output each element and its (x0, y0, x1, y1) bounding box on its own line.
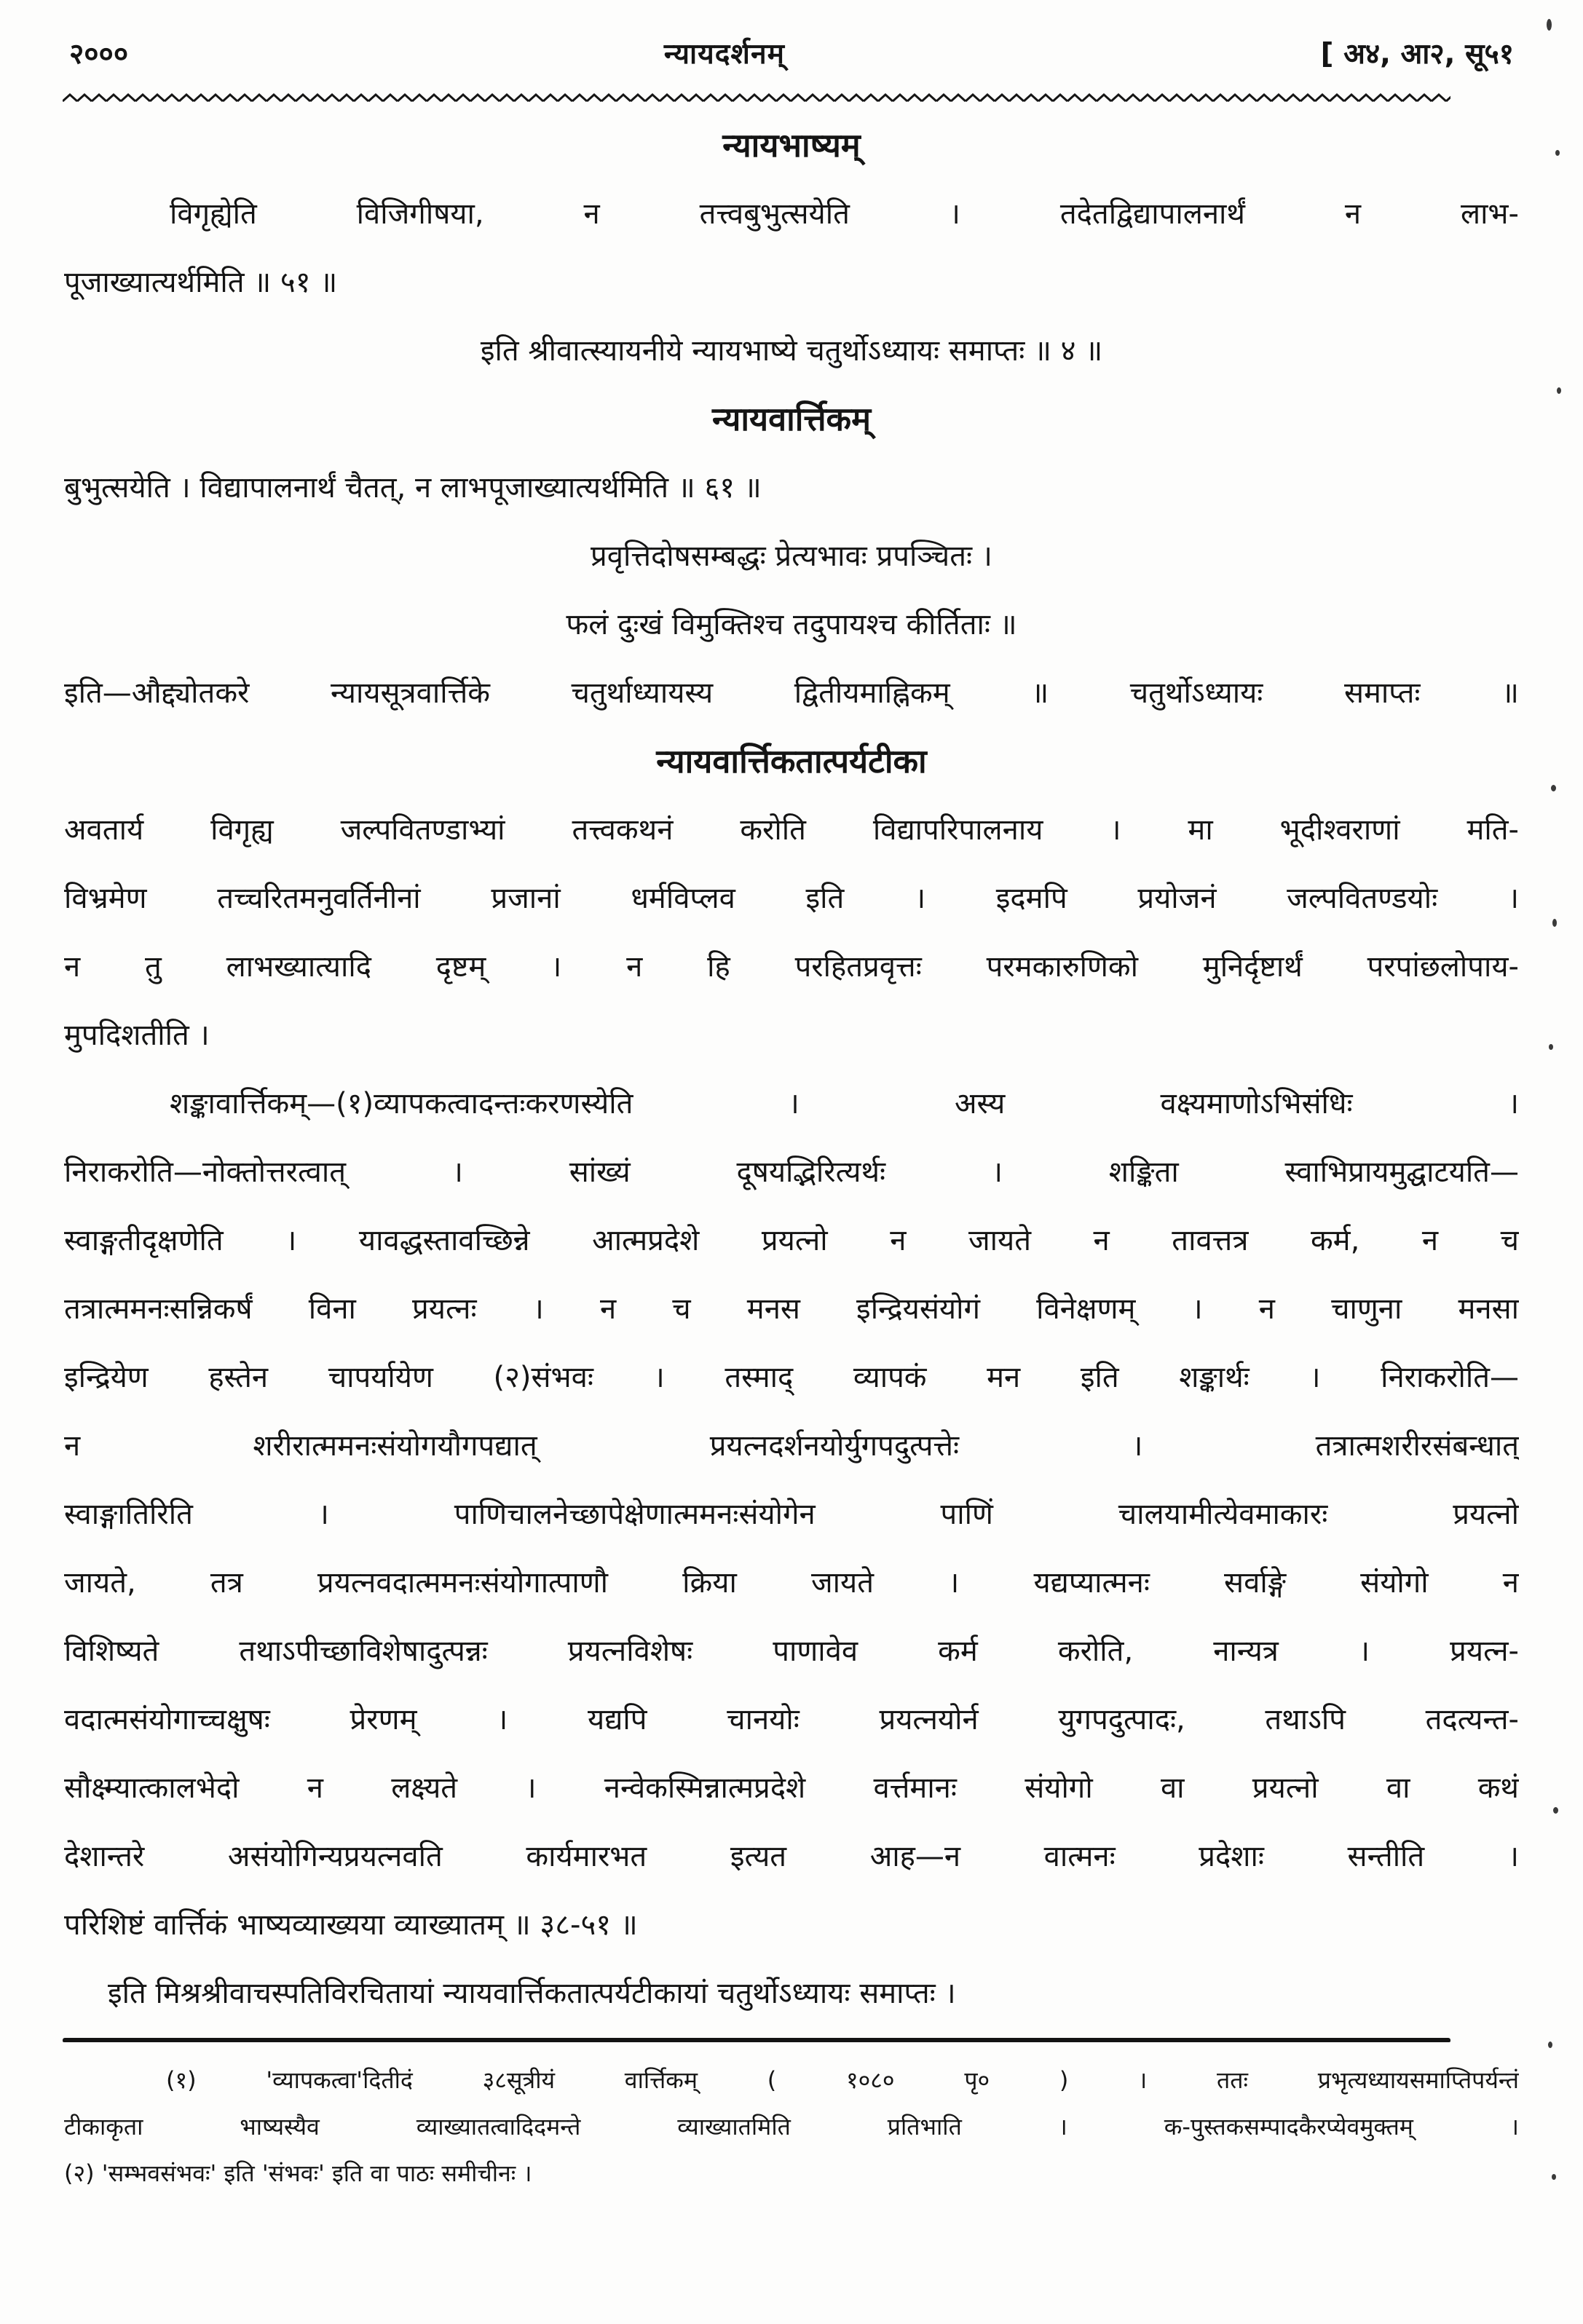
text-line: देशान्तरे असंयोगिन्यप्रयत्नवति कार्यमारभत इत्यत आह—न वात्मनः प्रदेशाः सन्तीति । (64, 1840, 1519, 1873)
text-line: न्यायभाष्यम् (722, 126, 861, 165)
text-line: फलं दुःखं विमुक्तिश्च तदुपायश्च कीर्तिताः ॥ (566, 608, 1017, 641)
text-line: न्यायवार्त्तिकम् (711, 400, 872, 438)
text-line: स्वाङ्गतीदृक्षणेति । यावद्धस्तावच्छिन्ने आत्मप्रदेशे प्रयत्नो न जायते न तावत्तत्र कर्म, न च (64, 1224, 1519, 1257)
running-title: न्यायदर्शनम् (663, 38, 785, 71)
scan-artifact (1555, 150, 1560, 156)
footnotes (0, 2042, 1583, 2197)
text-line: न तु लाभख्यात्यादि दृष्टम् । न हि परहितप्रवृत्तः परमकारुणिको मुनिर्दृष्टार्थं परपांछलोपाय- (64, 950, 1519, 984)
scan-artifact (1547, 19, 1552, 31)
footnote-line: टीकाकृता भाष्यस्यैव व्याख्यातत्वादिदमन्ते व्याख्यातमिति प्रतिभाति । क-पुस्तकसम्पादकैरप्येवमुक्तम् । (64, 2113, 1519, 2141)
text-line: इन्द्रियेण हस्तेन चापर्यायेण (२)संभवः । तस्माद् व्यापकं मन इति शङ्कार्थः । निराकरोति— (64, 1361, 1519, 1394)
text-line: न्यायवार्त्तिकतात्पर्यटीका (656, 742, 927, 780)
text-line: जायते, तत्र प्रयत्नवदात्ममनःसंयोगात्पाणौ क्रिया जायते । यद्यप्यात्मनः सर्वाङ्गे संयोगो न (64, 1566, 1519, 1600)
scan-artifact (1552, 2174, 1556, 2180)
text-line: मुपदिशतीति । (64, 1019, 210, 1052)
scan-artifact (1557, 387, 1561, 394)
text-line: न शरीरात्ममनःसंयोगयौगपद्यात् प्रयत्नदर्शनयोर्युगपदुत्पत्तेः । तत्रात्मशरीरसंबन्धात् (64, 1429, 1519, 1463)
text-line: इति मिश्रश्रीवाचस्पतिविरचितायां न्यायवार्त्तिकतात्पर्यटीकायां चतुर्थोऽध्यायः समाप्तः । (108, 1977, 956, 2010)
scan-artifact (1552, 919, 1557, 927)
text-line: शङ्कावार्त्तिकम्—(१)व्यापकत्वादन्तःकरणस्येति । अस्य वक्ष्यमाणोऽभिसंधिः । (170, 1087, 1519, 1120)
text-line: निराकरोति—नोक्तोत्तरत्वात् । सांख्यं दूषयद्भिरित्यर्थः । शङ्किता स्वाभिप्रायमुद्घाटयति— (64, 1155, 1519, 1189)
text-line: अवतार्य विगृह्य जल्पवितण्डाभ्यां तत्त्वकथनं करोति विद्यापरिपालनाय । मा भूदीश्वराणां मति- (64, 813, 1519, 847)
body-text (0, 107, 1583, 2028)
text-line: पूजाख्यात्यर्थमिति ॥ ५१ ॥ (64, 266, 338, 299)
text-line: वदात्मसंयोगाच्चक्षुषः प्रेरणम् । यद्यपि चानयोः प्रयत्नयोर्न युगपदुत्पादः, तथाऽपि तदत्यन्त- (64, 1703, 1519, 1736)
text-line: तत्रात्ममनःसन्निकर्षं विना प्रयत्नः । न च मनस इन्द्रियसंयोगं विनेक्षणम् । न चाणुना मनसा (64, 1292, 1519, 1326)
scan-artifact (1549, 1044, 1553, 1050)
text-line: बुभुत्सयेति । विद्यापालनार्थं चैतत्, न लाभपूजाख्यात्यर्थमिति ॥ ६१ ॥ (64, 471, 762, 505)
footnote-line: (१) 'व्यापकत्वा'दितीदं ३८सूत्रीयं वार्त्तिकम् ( १०८० पृ० ) । ततः प्रभृत्यध्यायसमाप्तिपर्यन्तं (166, 2066, 1519, 2094)
zigzag-divider (63, 91, 1583, 107)
page-number: २००० (69, 38, 129, 71)
text-line: प्रवृत्तिदोषसम्बद्धः प्रेत्यभावः प्रपञ्चितः । (591, 540, 992, 573)
text-line: सौक्ष्म्यात्कालभेदो न लक्ष्यते । नन्वेकस्मिन्नात्मप्रदेशे वर्त्तमानः संयोगो वा प्रयत्नो वा कथं (64, 1771, 1519, 1805)
text-line: इति—औद्द्योतकरे न्यायसूत्रवार्त्तिके चतुर्थाध्यायस्य द्वितीयमाह्निकम् ॥ चतुर्थोऽध्यायः समाप्तः ॥ (64, 676, 1519, 710)
text-line: विशिष्यते तथाऽपीच्छाविशेषादुत्पन्नः प्रयत्नविशेषः पाणावेव कर्म करोति, नान्यत्र । प्रयत्न- (64, 1635, 1519, 1668)
page-header (0, 0, 1583, 72)
scan-artifact (1548, 2042, 1552, 2048)
chapter-sutra-ref: [ अ४, आ२, सू५१ (1320, 38, 1514, 71)
scan-artifact (1553, 1807, 1558, 1814)
text-line: विभ्रमेण तच्चरितमनुवर्तिनीनां प्रजानां धर्मविप्लव इति । इदमपि प्रयोजनं जल्पवितण्डयोः । (64, 882, 1519, 915)
footnote-line: (२) 'सम्भवसंभवः' इति 'संभवः' इति वा पाठः समीचीनः । (64, 2159, 532, 2187)
scan-artifact (1551, 785, 1556, 791)
text-line: इति श्रीवात्स्यायनीये न्यायभाष्ये चतुर्थोऽध्यायः समाप्तः ॥ ४ ॥ (480, 334, 1103, 368)
text-line: स्वाङ्गातिरिति । पाणिचालनेच्छापेक्षेणात्ममनःसंयोगेन पाणिं चालयामीत्येवमाकारः प्रयत्नो (64, 1498, 1519, 1531)
text-line: विगृह्येति विजिगीषया, न तत्त्वबुभुत्सयेति । तदेतद्विद्यापालनार्थं न लाभ- (170, 197, 1519, 231)
zigzag-line-icon (63, 91, 1450, 104)
text-line: परिशिष्टं वार्त्तिकं भाष्यव्याख्यया व्याख्यातम् ॥ ३८-५१ ॥ (64, 1908, 638, 1942)
